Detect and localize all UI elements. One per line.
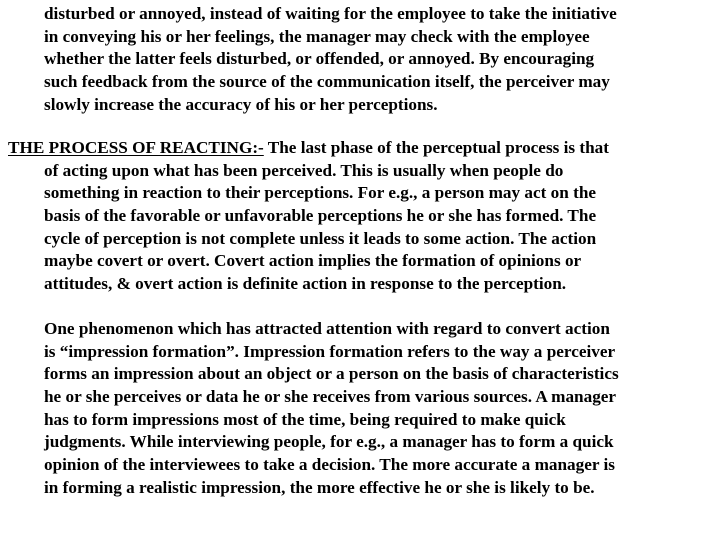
text-line: judgments. While interviewing people, for e.g., a manager has to form a quick (44, 432, 614, 452)
text-line: attitudes, & overt action is definite action in response to the perception. (44, 274, 567, 294)
text-line: basis of the favorable or unfavorable perceptions he or she has formed. The (44, 206, 597, 226)
text-line: something in reaction to their perceptions. For e.g., a person may act on the (44, 183, 597, 203)
text-line: in conveying his or her feelings, the manager may check with the employee (44, 26, 590, 46)
paragraph-perceiver-feedback (44, 3, 617, 116)
text-line: forms an impression about an object or a person on the basis of characteristics (44, 364, 619, 384)
text-line: in forming a realistic impression, the more effective he or she is likely to be. (44, 477, 595, 497)
text-line: is “impression formation”. Impression formation refers to the way a perceiver (44, 341, 616, 361)
text-line: of acting upon what has been perceived. This is usually when people do (44, 160, 564, 180)
paragraph-impression-formation (44, 318, 619, 500)
text-line: opinion of the interviewees to take a decision. The more accurate a manager is (44, 455, 615, 475)
text-line: cycle of perception is not complete unless it leads to some action. The action (44, 228, 597, 248)
text-line: disturbed or annoyed, instead of waiting for the employee to take the initiative (44, 4, 617, 23)
text-line: has to form impressions most of the time, being required to make quick (44, 409, 566, 429)
text-line: such feedback from the source of the communication itself, the perceiver may (44, 72, 610, 92)
text-fragment: The last phase of the perceptual process is that (263, 138, 609, 157)
section-heading: THE PROCESS OF REACTING:- (8, 138, 264, 157)
text-line: One phenomenon which has attracted attention with regard to convert action (44, 319, 610, 338)
text-line-first (8, 137, 609, 160)
text-line: whether the latter feels disturbed, or offended, or annoyed. By encouraging (44, 49, 595, 69)
text-line: slowly increase the accuracy of his or her perceptions. (44, 94, 438, 114)
paragraph-process-of-reacting (8, 137, 609, 296)
text-line: maybe covert or overt. Covert action implies the formation of opinions or (44, 251, 582, 271)
text-line: he or she perceives or data he or she receives from various sources. A manager (44, 387, 617, 407)
